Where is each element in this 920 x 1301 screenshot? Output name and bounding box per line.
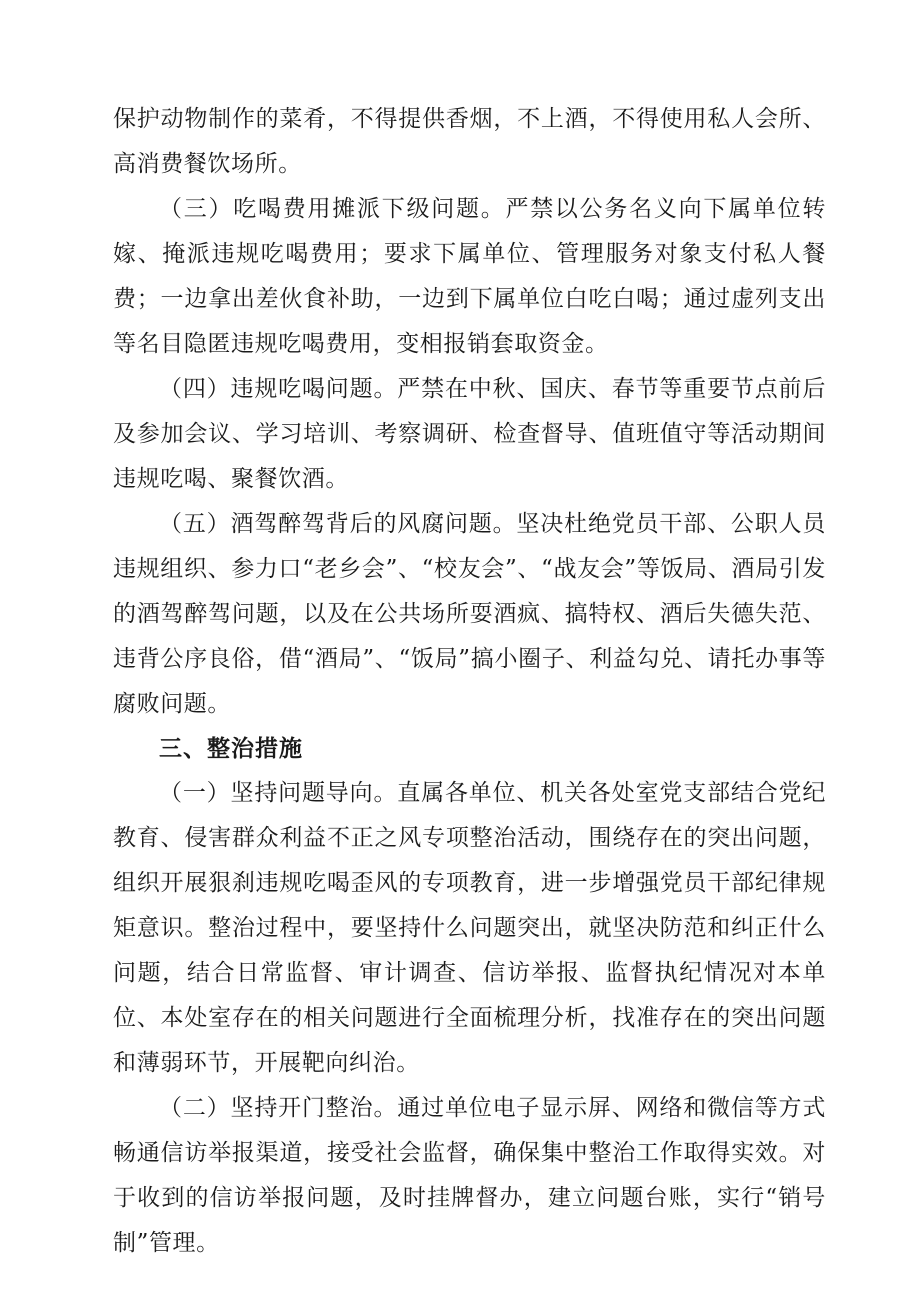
paragraph-continuation: 保护动物制作的菜肴，不得提供香烟，不上酒，不得使用私人会所、高消费餐饮场所。 — [113, 106, 826, 177]
paragraph-measure-1: （一）坚持问题导向。直属各单位、机关各处室党支部结合党纪教育、侵害群众利益不正之风专项整治活动，围绕存在的突出问题，组织开展狠刹违规吃喝歪风的专项教育，进一步增强党员干部纪律规矩意识。整治过程中，要坚持什么问题突出，就坚决防范和纠正什么问题，结合日常监督、审计调查、信访举报、监督执纪情况对本单位、本处室存在的相关问题进行全面梳理分析，找准存在的突出问题和薄弱环节，开展靶向纠治。 — [113, 780, 826, 1076]
paragraph-section-4: （四）违规吃喝问题。严禁在中秋、国庆、春节等重要节点前后及参加会议、学习培训、考察调研、检查督导、值班值守等活动期间违规吃喝、聚餐饮酒。 — [113, 376, 826, 492]
paragraph-measure-2: （二）坚持开门整治。通过单位电子显示屏、网络和微信等方式畅通信访举报渠道，接受社会监督，确保集中整治工作取得实效。对于收到的信访举报问题，及时挂牌督办，建立问题台账，实行“销号制”管理。 — [113, 1095, 826, 1256]
paragraph-section-3: （三）吃喝费用摊派下级问题。严禁以公务名义向下属单位转嫁、掩派违规吃喝费用；要求下属单位、管理服务对象支付私人餐费；一边拿出差伙食补助，一边到下属单位白吃白喝；通过虚列支出等名目隐匿违规吃喝费用，变相报销套取资金。 — [113, 196, 826, 357]
section-heading-measures: 三、整治措施 — [159, 736, 303, 762]
paragraph-section-5: （五）酒驾醉驾背后的风腐问题。坚决杜绝党员干部、公职人员违规组织、参力口“老乡会”、“校友会”、“战友会”等饭局、酒局引发的酒驾醉驾问题，以及在公共场所耍酒疯、搞特权、酒后失德失范、违背公序良俗，借“酒局”、“饭局”搞小圈子、利益勾兑、请托办事等腐败问题。 — [113, 511, 826, 717]
